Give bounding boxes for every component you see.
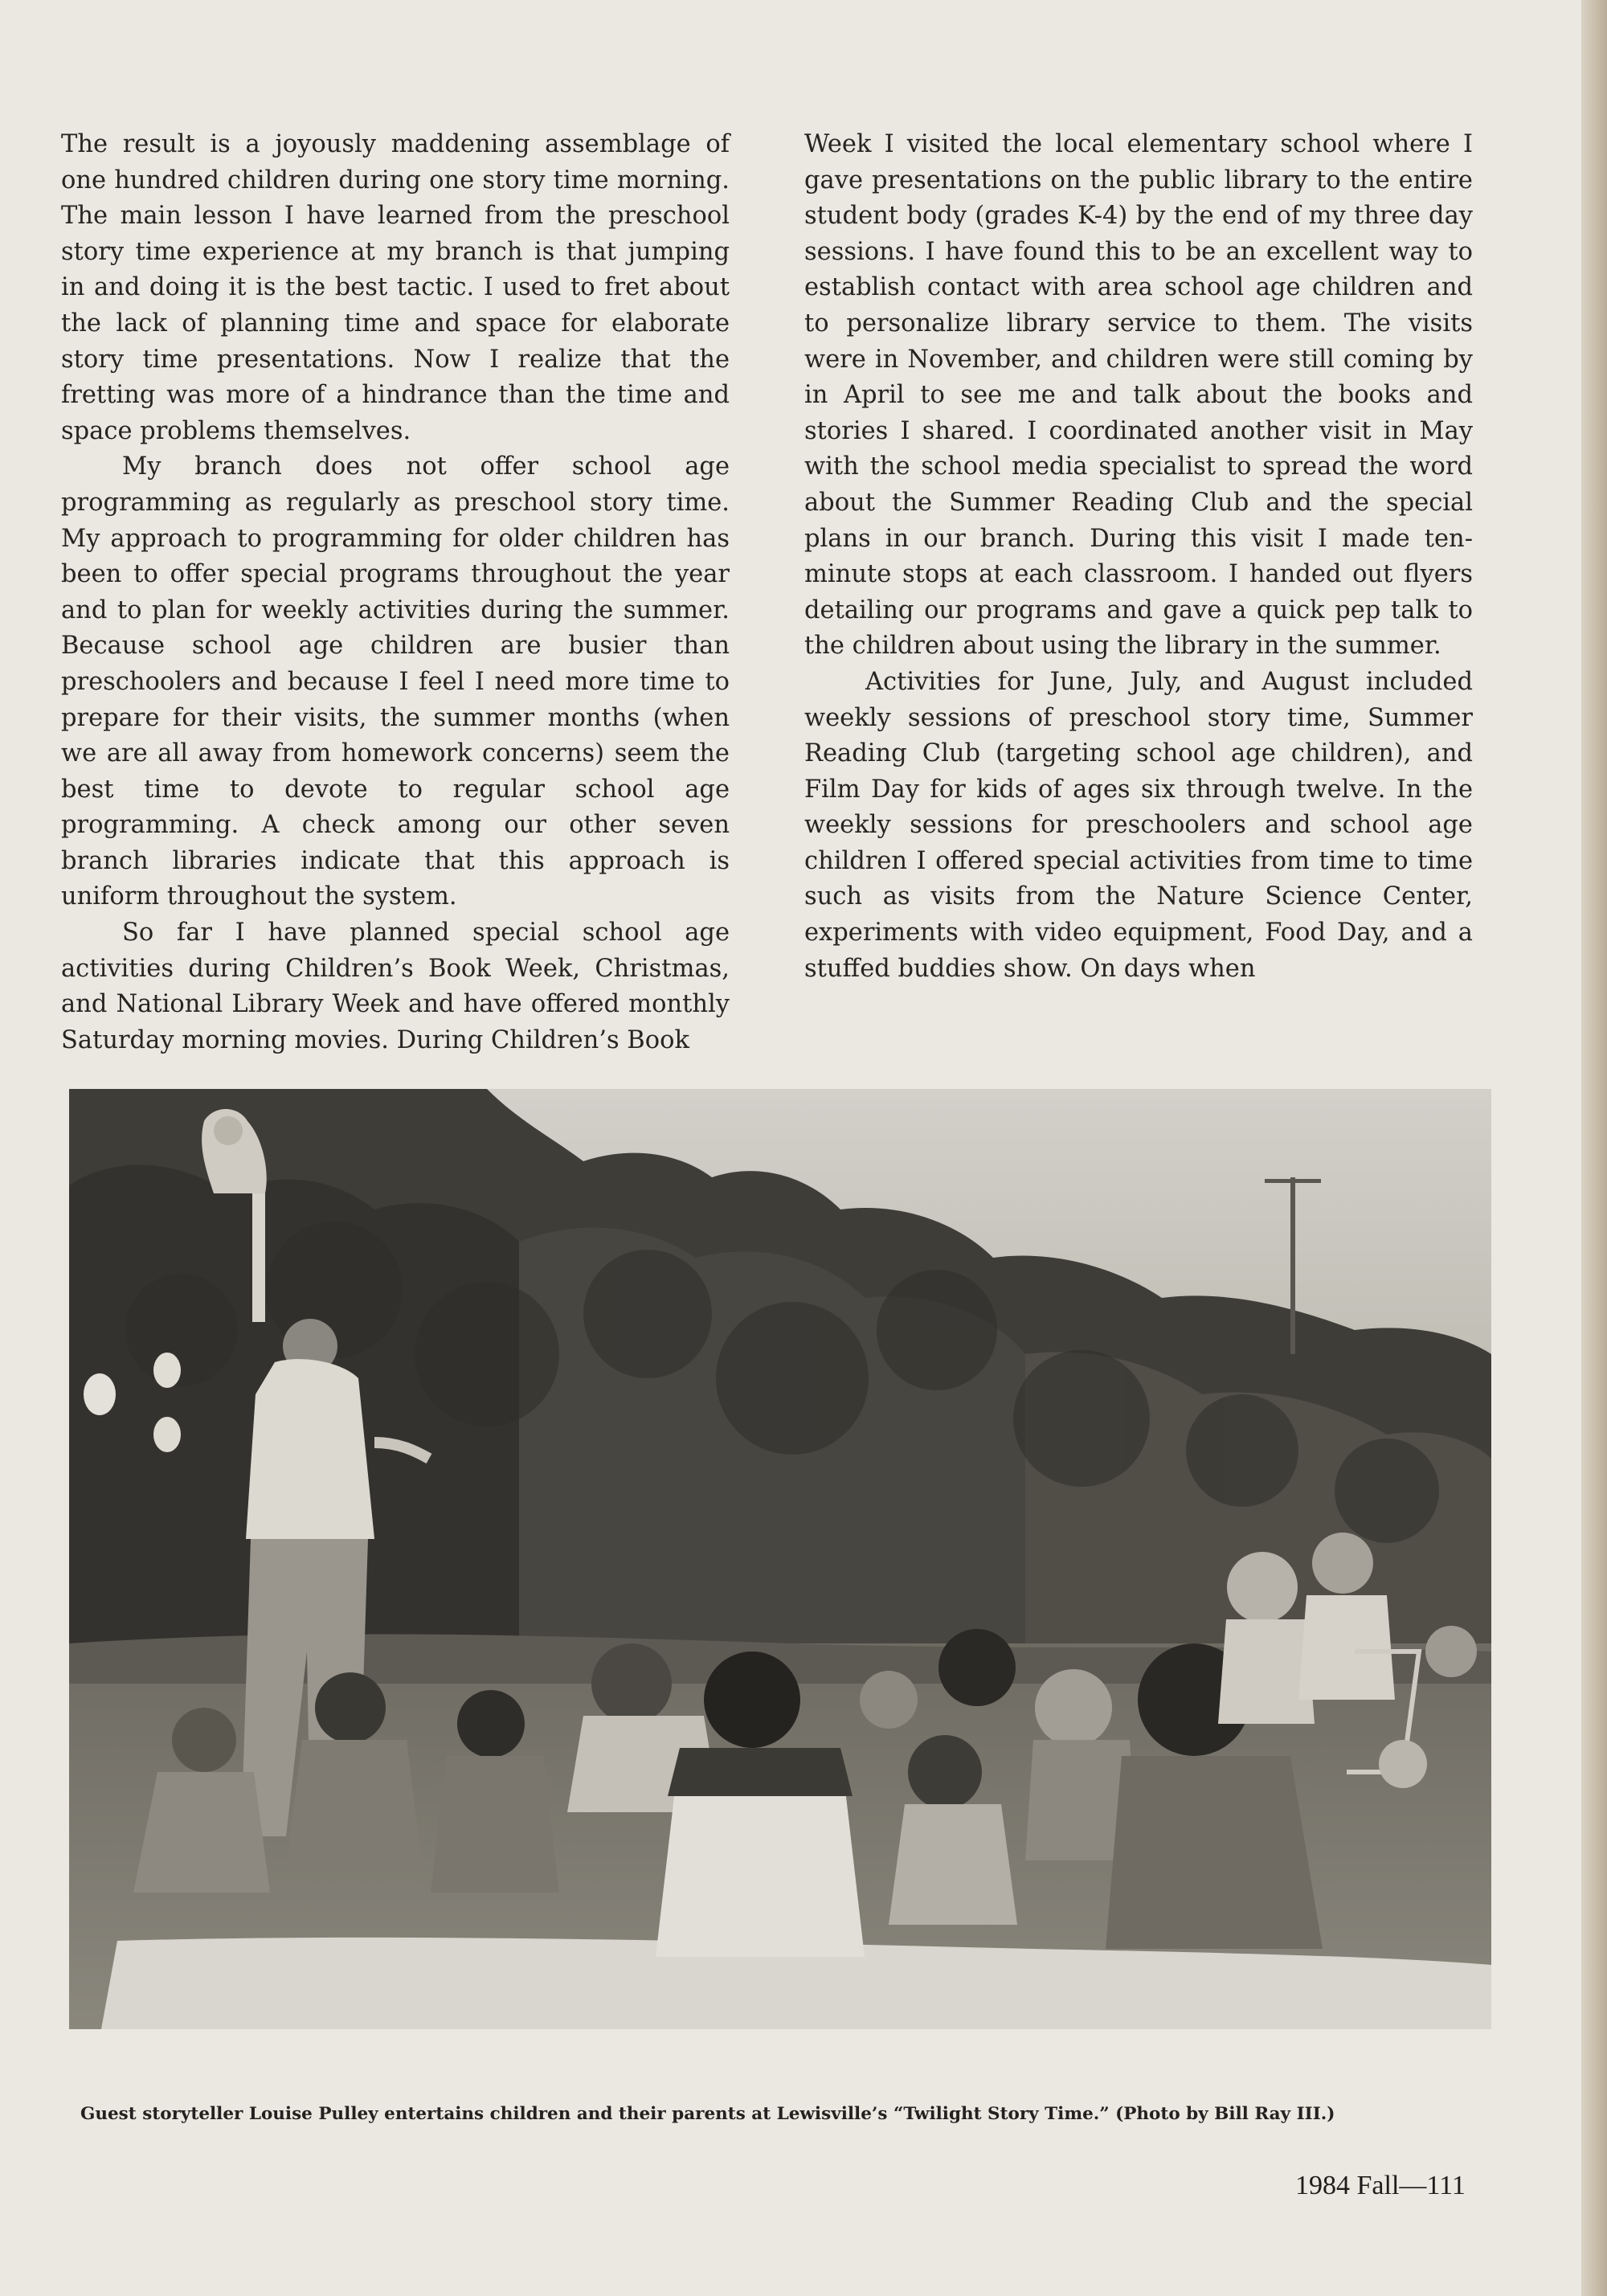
- photo-caption: Guest storyteller Louise Pulley entertains children and their parents at Lewisville’s “Twilight Story Time.” (Photo by Bill Ray III.): [80, 2104, 1335, 2124]
- page-folio: 1984 Fall—111: [1295, 2171, 1466, 2200]
- article-column-left: [61, 127, 730, 1058]
- paragraph-5: Activities for June, July, and August included weekly sessions of preschool story time, Summer Reading Club (targeting school age children), and Film Day for kids of ages six through twelve. In the weekly sessions for preschoolers and school age children I offered special activities from time to time such as visits from the Nature Science Center, experiments with video equipment, Food Day, and a stuffed buddies show. On days when: [804, 667, 1473, 983]
- page-binding-edge: [1581, 0, 1607, 2296]
- paragraph-1: The result is a joyously maddening assemblage of one hundred children during one story time morning. The main lesson I have learned from the preschool story time experience at my branch is that jumping in and doing it is the best tactic. I used to fret about the lack of planning time and space for elaborate story time presentations. Now I realize that the fretting was more of a hindrance than the time and space problems themselves.: [61, 130, 730, 445]
- article-column-right: [804, 127, 1473, 987]
- paragraph-2: My branch does not offer school age programming as regularly as preschool story time. My approach to programming for older children has been to offer special programs throughout the year and to plan for weekly activities during the summer. Because school age children are busier than preschoolers and because I feel I need more time to prepare for their visits, the summer months (when we are all away from homework concerns) seem the best time to devote to regular school age programming. A check among our other seven branch libraries indicate that this approach is uniform throughout the system.: [61, 452, 730, 911]
- paragraph-4: Week I visited the local elementary school where I gave presentations on the public library to the entire student body (grades K-4) by the end of my three day sessions. I have found this to be an excellent way to establish contact with area school age children and to personalize library service to them. The visits were in November, and children were still coming by in April to see me and talk about the books and stories I shared. I coordinated another visit in May with the school media specialist to spread the word about the Summer Reading Club and the special plans in our branch. During this visit I made ten-minute stops at each classroom. I handed out flyers detailing our programs and gave a quick pep talk to the children about using the library in the summer.: [804, 130, 1473, 661]
- paragraph-3: So far I have planned special school age activities during Children’s Book Week, Christmas, and National Library Week and have offered monthly Saturday morning movies. During Children’s Book: [61, 919, 730, 1054]
- storytime-photo-illustration: [69, 1089, 1491, 2029]
- storytime-photo: [69, 1089, 1491, 2029]
